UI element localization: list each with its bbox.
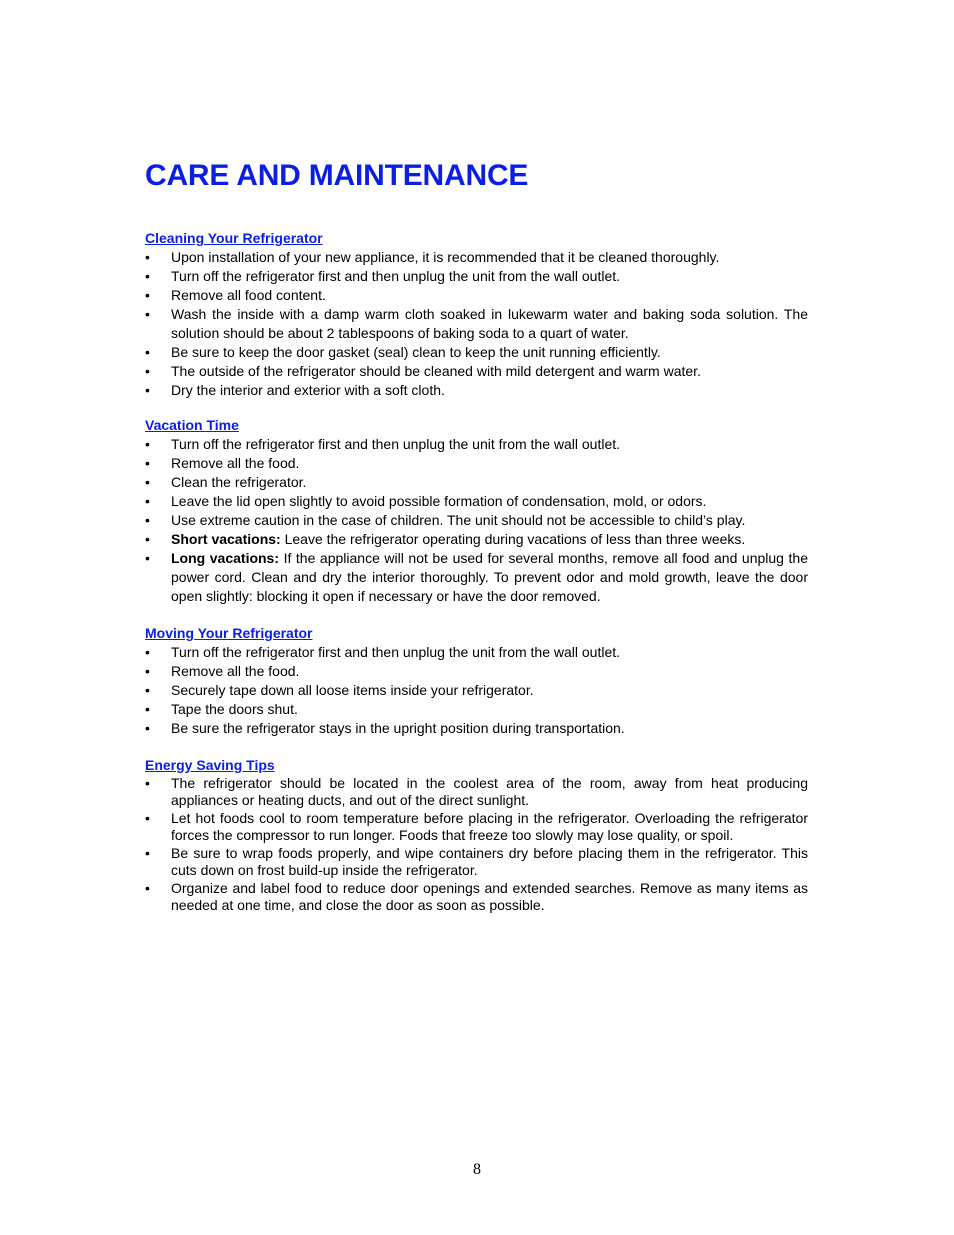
list-item: • Securely tape down all loose items inside your refrigerator. (145, 682, 534, 698)
bullet-icon: • (145, 775, 150, 791)
bullet-icon: • (145, 344, 150, 360)
list-item: • Dry the interior and exterior with a soft cloth. (145, 382, 445, 398)
list-item: • Upon installation of your new appliance, it is recommended that it be cleaned thoroughly. (145, 249, 720, 265)
cleaning-list (145, 248, 808, 400)
list-item: • Leave the lid open slightly to avoid possible formation of condensation, mold, or odors. (145, 493, 707, 509)
bullet-icon: • (145, 249, 150, 265)
section-vacation (145, 417, 808, 606)
list-item: • Short vacations: Leave the refrigerator operating during vacations of less than three weeks. (145, 531, 746, 547)
bullet-icon: • (145, 810, 150, 826)
bullet-icon: • (145, 701, 150, 717)
section-heading-energy: Energy Saving Tips (145, 757, 275, 773)
energy-list (145, 775, 808, 914)
list-item: • Turn off the refrigerator first and then unplug the unit from the wall outlet. (145, 644, 621, 660)
bullet-icon: • (145, 287, 150, 303)
bullet-icon: • (145, 382, 150, 398)
bullet-icon: • (145, 682, 150, 698)
bullet-icon: • (145, 474, 150, 490)
list-item: • Be sure the refrigerator stays in the upright position during transportation. (145, 720, 625, 736)
list-item: • Remove all the food. (145, 455, 300, 471)
bullet-icon: • (145, 306, 150, 322)
list-item: • Organize and label food to reduce door openings and extended searches. Remove as many items as needed at one time, and close the door as soon as possible. (145, 880, 808, 913)
list-item: • The outside of the refrigerator should be cleaned with mild detergent and warm water. (145, 363, 701, 379)
list-item: • Be sure to keep the door gasket (seal) clean to keep the unit running efficiently. (145, 344, 661, 360)
page-title: CARE AND MAINTENANCE (145, 159, 529, 192)
moving-list (145, 643, 808, 738)
bullet-icon: • (145, 644, 150, 660)
list-item: • Let hot foods cool to room temperature before placing in the refrigerator. Overloading the refrigerator forces the compressor to run longer. Foods that freeze too slowly may lose quality, or spoil. (145, 810, 808, 843)
bullet-icon: • (145, 363, 150, 379)
list-item: • Remove all the food. (145, 663, 300, 679)
vacation-list (145, 435, 808, 606)
list-item: • Use extreme caution in the case of children. The unit should not be accessible to child’s play. (145, 512, 746, 528)
bullet-icon: • (145, 436, 150, 452)
section-heading-cleaning: Cleaning Your Refrigerator (145, 230, 323, 246)
list-item: • Clean the refrigerator. (145, 474, 307, 490)
page-number: 8 (473, 1161, 481, 1178)
bullet-icon: • (145, 880, 150, 896)
short-vacations-label: Short vacations: (171, 531, 281, 547)
long-vacations-label: Long vacations: (171, 550, 280, 566)
section-heading-moving: Moving Your Refrigerator (145, 625, 313, 641)
bullet-icon: • (145, 512, 150, 528)
list-item: • The refrigerator should be located in the coolest area of the room, away from heat producing appliances or heating ducts, and out of the direct sunlight. (145, 775, 808, 808)
bullet-icon: • (145, 720, 150, 736)
list-item: • Be sure to wrap foods properly, and wipe containers dry before placing them in the refrigerator. This cuts down on frost build-up inside the refrigerator. (145, 845, 808, 878)
section-energy (145, 757, 808, 915)
bullet-icon: • (145, 845, 150, 861)
list-item: • Turn off the refrigerator first and then unplug the unit from the wall outlet. (145, 436, 621, 452)
bullet-icon: • (145, 550, 150, 566)
bullet-icon: • (145, 663, 150, 679)
section-heading-vacation: Vacation Time (145, 417, 239, 433)
bullet-icon: • (145, 531, 150, 547)
list-item: • Tape the doors shut. (145, 701, 298, 717)
bullet-icon: • (145, 268, 150, 284)
section-cleaning (145, 230, 808, 400)
list-item: • Wash the inside with a damp warm cloth soaked in lukewarm water and baking soda solution. The solution should be about 2 tablespoons of baking soda to a quart of water. (145, 306, 808, 341)
list-item: • Remove all food content. (145, 287, 326, 303)
list-item: • Long vacations: If the appliance will not be used for several months, remove all food and unplug the power cord. Clean and dry the interior thoroughly. To prevent odor and mold growth, leave the door open slightly: blocking it open if necessary or have the door removed. (145, 550, 808, 604)
section-moving (145, 625, 808, 738)
bullet-icon: • (145, 493, 150, 509)
bullet-icon: • (145, 455, 150, 471)
list-item: • Turn off the refrigerator first and then unplug the unit from the wall outlet. (145, 268, 621, 284)
